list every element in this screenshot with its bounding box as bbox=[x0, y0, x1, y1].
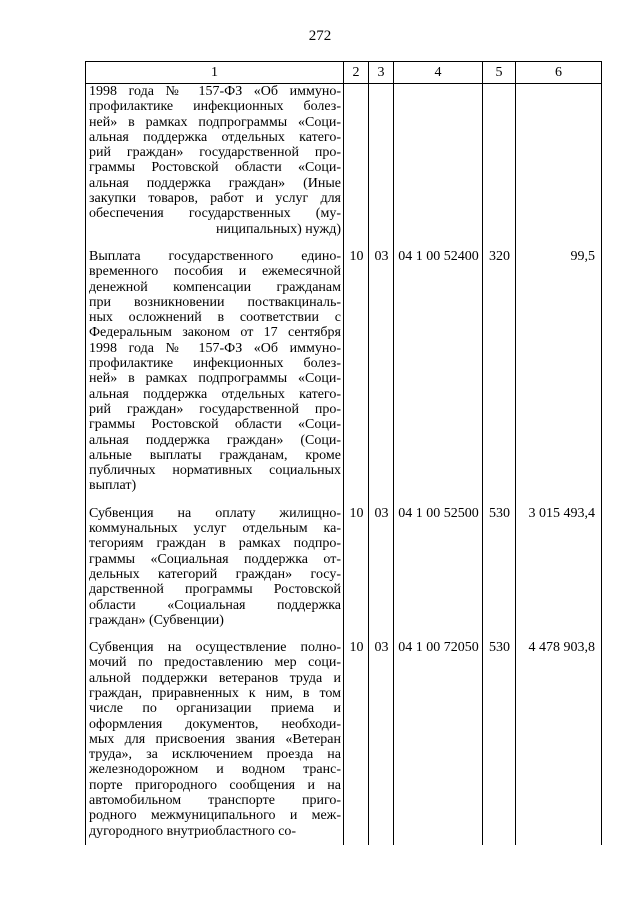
description-line: тегориям граждан в рамках подпро- bbox=[89, 536, 341, 552]
description-line: мых для присвоения звания «Ветеран bbox=[89, 731, 341, 747]
description-line: денежной компенсации гражданам bbox=[89, 279, 341, 295]
description-line: числе по организации приема и bbox=[89, 701, 341, 717]
description-line: альная поддержка отдельных катего- bbox=[89, 386, 341, 402]
description-line: коммунальных услуг отдельным ка- bbox=[89, 521, 341, 537]
row-subsection-code: 03 bbox=[369, 634, 394, 845]
row-section-code bbox=[344, 84, 369, 243]
description-line: граммы Ростовской области «Соци- bbox=[89, 417, 341, 433]
table-row bbox=[86, 84, 602, 243]
description-line: ней» в рамках подпрограммы «Соци- bbox=[89, 114, 341, 130]
row-section-code: 10 bbox=[344, 500, 369, 634]
header-col-4: 4 bbox=[394, 62, 483, 84]
description-line: рий граждан» государственной про- bbox=[89, 401, 341, 417]
header-col-6: 6 bbox=[516, 62, 602, 84]
description-line: порте пригородного сообщения и на bbox=[89, 777, 341, 793]
description-line: области «Социальная поддержка bbox=[89, 597, 341, 613]
description-line: Федеральным законом от 17 сентября bbox=[89, 325, 341, 341]
header-row bbox=[86, 62, 602, 84]
row-section-code: 10 bbox=[344, 634, 369, 845]
table-row bbox=[86, 634, 602, 845]
table-header bbox=[86, 62, 602, 84]
row-target-article-code: 04 1 00 52500 bbox=[394, 500, 483, 634]
description-line: дугородного внутриобластного со- bbox=[89, 823, 297, 839]
row-subsection-code: 03 bbox=[369, 500, 394, 634]
description-line: публичных нормативных социальных bbox=[89, 463, 341, 479]
description-line: Субвенция на осуществление полно- bbox=[89, 640, 341, 656]
row-expense-type-code: 530 bbox=[483, 634, 516, 845]
page-number: 272 bbox=[308, 28, 332, 44]
row-subsection-code: 03 bbox=[369, 243, 394, 500]
description-line: автомобильном транспорте приго- bbox=[89, 793, 341, 809]
row-subsection-code bbox=[369, 84, 394, 243]
description-line: граждан» (Субвенции) bbox=[89, 612, 224, 628]
row-amount: 99,5 bbox=[516, 243, 602, 500]
description-line: ниципальных) нужд) bbox=[216, 221, 341, 237]
description-line: обеспечения государственных (му- bbox=[89, 206, 341, 222]
table-body bbox=[86, 84, 602, 845]
description-line: граммы «Социальная поддержка от- bbox=[89, 551, 341, 567]
row-description bbox=[86, 84, 344, 243]
description-line: ных осложнений в соответствии с bbox=[89, 310, 341, 326]
description-line: временного пособия и ежемесячной bbox=[89, 264, 341, 280]
description-line: Субвенция на оплату жилищно- bbox=[89, 505, 341, 521]
budget-table bbox=[85, 61, 602, 845]
row-target-article-code: 04 1 00 72050 bbox=[394, 634, 483, 845]
description-line: оформления документов, необходи- bbox=[89, 716, 341, 732]
description-line: железнодорожном и водном транс- bbox=[89, 762, 341, 778]
header-col-3: 3 bbox=[369, 62, 394, 84]
description-line: граждан, приравненных к ним, в том bbox=[89, 685, 341, 701]
row-target-article-code bbox=[394, 84, 483, 243]
row-description bbox=[86, 243, 344, 500]
description-line: альная поддержка отдельных катего- bbox=[89, 129, 341, 145]
description-line: родного межмуниципального и меж- bbox=[89, 808, 341, 824]
description-line: рий граждан» государственной про- bbox=[89, 145, 341, 161]
description-line: ней» в рамках подпрограммы «Соци- bbox=[89, 371, 341, 387]
description-line: альные выплаты гражданам, кроме bbox=[89, 447, 341, 463]
row-description bbox=[86, 500, 344, 634]
description-line: мочий по предоставлению мер соци- bbox=[89, 655, 341, 671]
row-expense-type-code: 320 bbox=[483, 243, 516, 500]
header-col-5: 5 bbox=[483, 62, 516, 84]
row-description bbox=[86, 634, 344, 845]
description-line: профилактике инфекционных болез- bbox=[89, 99, 341, 115]
description-line: альная поддержка граждан» (Соци- bbox=[89, 432, 341, 448]
description-line: граммы Ростовской области «Соци- bbox=[89, 160, 341, 176]
row-expense-type-code bbox=[483, 84, 516, 243]
description-line: 1998 года № 157-ФЗ «Об иммуно- bbox=[89, 340, 341, 356]
description-line: при возникновении поствакциналь- bbox=[89, 294, 341, 310]
row-amount: 4 478 903,8 bbox=[516, 634, 602, 845]
description-line: дарственной программы Ростовской bbox=[89, 582, 341, 598]
description-line: дельных категорий граждан» госу- bbox=[89, 566, 341, 582]
row-expense-type-code: 530 bbox=[483, 500, 516, 634]
description-line: 1998 года № 157-ФЗ «Об иммуно- bbox=[89, 84, 341, 99]
description-line: труда», за исключением проезда на bbox=[89, 747, 341, 763]
description-line: выплат) bbox=[89, 478, 137, 494]
row-target-article-code: 04 1 00 52400 bbox=[394, 243, 483, 500]
row-section-code: 10 bbox=[344, 243, 369, 500]
description-line: закупки товаров, работ и услуг для bbox=[89, 191, 341, 207]
description-line: Выплата государственного едино- bbox=[89, 248, 341, 264]
header-col-1: 1 bbox=[86, 62, 344, 84]
description-line: альная поддержка граждан» (Иные bbox=[89, 175, 341, 191]
row-amount bbox=[516, 84, 602, 243]
header-col-2: 2 bbox=[344, 62, 369, 84]
row-amount: 3 015 493,4 bbox=[516, 500, 602, 634]
description-line: профилактике инфекционных болез- bbox=[89, 356, 341, 372]
table-row bbox=[86, 243, 602, 500]
description-line: альной поддержки ветеранов труда и bbox=[89, 670, 341, 686]
table-row bbox=[86, 500, 602, 634]
